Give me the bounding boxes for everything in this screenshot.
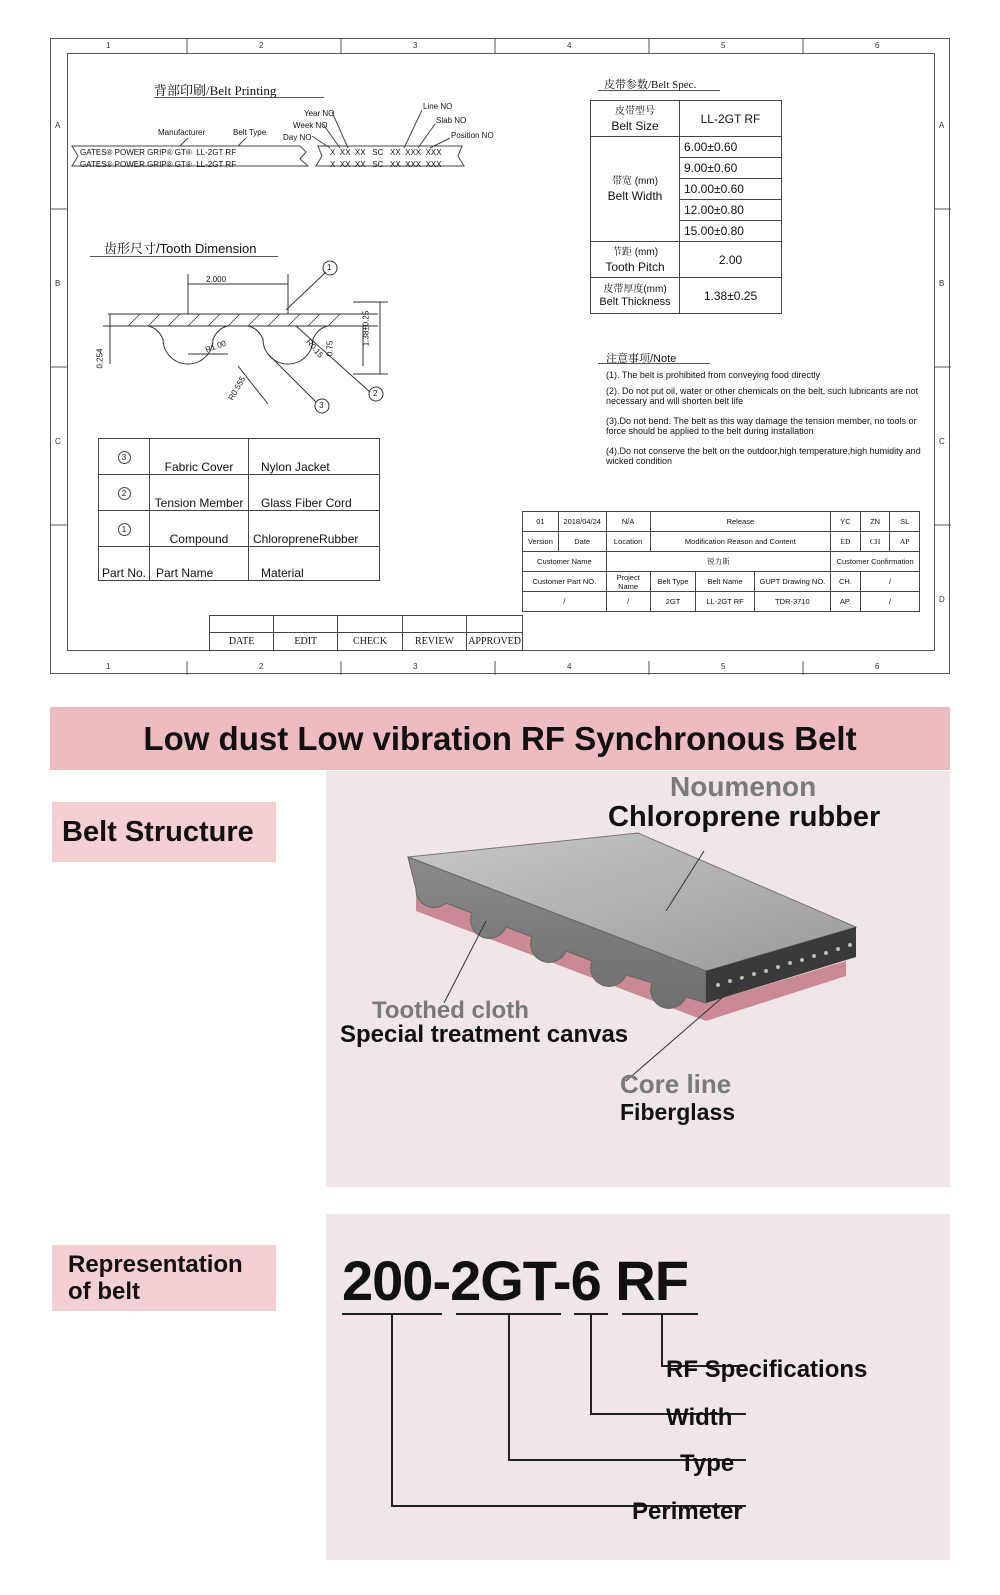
- position-label: Position NO: [451, 131, 494, 140]
- rep-width: Width: [666, 1404, 733, 1431]
- belt-spec-table: [590, 100, 782, 314]
- tb-customer-name-label: Customer Name: [523, 552, 607, 572]
- belt-size-value: LL-2GT RF: [680, 101, 782, 137]
- tb-customer-part-label: Customer Part NO.: [523, 572, 607, 592]
- tb-belt-name-label: Belt Name: [696, 572, 754, 592]
- tb-sl: SL: [890, 512, 920, 532]
- zone-col-2: 2: [259, 41, 264, 50]
- material-header-material: Material: [249, 547, 380, 581]
- belt-size-label-cn: 皮带型号: [615, 105, 655, 117]
- drawing-frame: [67, 53, 935, 651]
- tb-version-label: Version: [523, 532, 559, 552]
- core-line-sub: Fiberglass: [620, 1099, 736, 1125]
- material-row-1-material: ChloropreneRubber: [249, 511, 380, 547]
- rep-perimeter: Perimeter: [632, 1498, 743, 1525]
- sign-date: DATE: [210, 633, 274, 651]
- zone-col-1-bottom: 1: [106, 662, 111, 671]
- tooth-pitch-header: [591, 242, 680, 278]
- title-block: [522, 511, 920, 612]
- belt-structure-label: Belt Structure: [52, 802, 276, 862]
- materials-table: [98, 438, 380, 581]
- zone-col-4-bottom: 4: [567, 662, 572, 671]
- belt-structure-panel: [326, 771, 950, 1187]
- tooth-profile-diagram: [88, 254, 408, 414]
- manufacturer-label: Manufacturer: [158, 128, 206, 137]
- notes-title-rule: [598, 363, 710, 364]
- dim-r3: R0.15: [304, 337, 325, 360]
- belt-width-label-cn: 带宽 (mm): [611, 176, 659, 187]
- representation-label: [52, 1245, 276, 1311]
- zone-row-d-right: D: [939, 595, 945, 604]
- noumenon-title: Noumenon: [670, 771, 817, 802]
- zone-col-1: 1: [106, 41, 111, 50]
- technical-drawing: [50, 38, 950, 674]
- code-rf: RF: [615, 1249, 688, 1312]
- dim-d: 0.254: [95, 348, 105, 369]
- callout-2: 2: [373, 389, 378, 398]
- sign-edit: EDIT: [274, 633, 338, 651]
- belt-width-value-2: 9.00±0.60: [680, 158, 782, 179]
- representation-label-line-1: Representation: [68, 1251, 243, 1278]
- tb-belt-type-label: Belt Type: [650, 572, 696, 592]
- belt-printing-strip: [68, 94, 488, 194]
- note-1: (1). The belt is prohibited from conveying food directly: [606, 370, 820, 380]
- noumenon-sub: Chloroprene rubber: [608, 801, 881, 833]
- tb-ap-label: AP.: [831, 592, 861, 612]
- tb-ch-label: CH.: [831, 572, 861, 592]
- dim-r1: R1.00: [204, 338, 228, 355]
- zone-row-b: B: [55, 279, 61, 288]
- belt-type-label: Belt Type: [233, 128, 267, 137]
- thickness-value: 1.38±0.25: [680, 278, 782, 314]
- tb-belt-name-value: LL-2GT RF: [696, 592, 754, 612]
- belt-width-header: [591, 137, 680, 242]
- code-width: 6: [570, 1249, 601, 1312]
- zone-col-2-bottom: 2: [259, 662, 264, 671]
- tb-ap-value: /: [860, 592, 919, 612]
- belt-print-line-2: GATES® POWER GRIP® GT® LL-2GT RF: [80, 160, 237, 169]
- banner-title: Low dust Low vibration RF Synchronous Belt: [143, 720, 857, 757]
- tb-customer-name-value: 锐力斯: [606, 552, 831, 572]
- tb-date-label: Date: [558, 532, 606, 552]
- belt-print-code-2: X XX XX SC XX XXX XXX: [330, 160, 442, 169]
- zone-row-a-right: A: [939, 121, 945, 130]
- tb-yc: YC: [831, 512, 861, 532]
- material-row-2-part: Tension Member: [150, 475, 249, 511]
- tooth-dimension-title: 齿形尺寸/Tooth Dimension: [104, 241, 257, 256]
- day-label: Day NO: [283, 133, 312, 142]
- dim-h2: 1.38±0.25: [361, 310, 371, 347]
- code-dash-2: -: [552, 1249, 571, 1312]
- tb-customer-confirmation: Customer Confirmation: [831, 552, 920, 572]
- thickness-label-cn: 皮带厚度(mm): [603, 283, 667, 295]
- callout-3: 3: [319, 401, 324, 410]
- tooth-pitch-label: Tooth Pitch: [605, 259, 665, 274]
- material-row-2-no: 2: [99, 475, 150, 511]
- tooth-pitch-value: 2.00: [680, 242, 782, 278]
- zone-col-6: 6: [875, 41, 880, 50]
- zone-col-4: 4: [567, 41, 572, 50]
- zone-col-3: 3: [413, 41, 418, 50]
- tb-project-name-label: Project Name: [606, 572, 650, 592]
- tb-belt-type-value: 2GT: [650, 592, 696, 612]
- belt-spec-title: 皮带参数/Belt Spec.: [604, 79, 697, 91]
- material-row-3-part: Fabric Cover: [150, 439, 249, 475]
- material-row-1-no: 1: [99, 511, 150, 547]
- zone-col-5: 5: [721, 41, 726, 50]
- representation-label-line-2: of belt: [68, 1278, 140, 1305]
- tb-ch-value: /: [860, 572, 919, 592]
- tb-date-value: 2018/04/24: [558, 512, 606, 532]
- material-header-part: Part Name: [150, 547, 249, 581]
- material-header-no: Part No.: [99, 547, 150, 581]
- note-4: (4).Do not conserve the belt on the outdoor,high temperature,high humidity and wicked condition: [606, 446, 921, 466]
- note-3: (3).Do not bend. The belt as this way damage the tension member, no tools or force should be applied to the belt during installation: [606, 416, 917, 436]
- belt-print-line-1: GATES® POWER GRIP® GT® LL-2GT RF: [80, 148, 237, 157]
- zone-col-3-bottom: 3: [413, 662, 418, 671]
- tb-ed: ED: [831, 532, 861, 552]
- material-row-3-no: 3: [99, 439, 150, 475]
- sign-off-table: [209, 615, 523, 651]
- zone-row-c-right: C: [939, 437, 945, 446]
- rep-type: Type: [680, 1450, 735, 1477]
- code-dash-1: -: [432, 1249, 451, 1312]
- belt-spec-title-rule: [598, 90, 720, 91]
- tb-customer-part-value: /: [523, 592, 607, 612]
- dim-pitch: 2.000: [206, 275, 227, 284]
- material-row-2-material: Glass Fiber Cord: [249, 475, 380, 511]
- thickness-label: Belt Thickness: [599, 295, 671, 308]
- tb-project-name-value: /: [606, 592, 650, 612]
- tb-ap: AP: [890, 532, 920, 552]
- title-banner: [50, 707, 950, 770]
- callout-1: 1: [327, 263, 332, 272]
- toothed-cloth-title: Toothed cloth: [372, 997, 529, 1024]
- belt-size-label: Belt Size: [611, 118, 659, 133]
- tb-drawing-no-label: GUPT Drawing NO.: [754, 572, 831, 592]
- line-label: Line NO: [423, 102, 453, 111]
- code-perimeter: 200: [342, 1249, 433, 1312]
- thickness-header: [591, 278, 680, 314]
- rep-rf-specifications: RF Specifications: [666, 1356, 868, 1383]
- code-type: 2GT: [450, 1249, 553, 1312]
- belt-printing-title: 背部印刷/Belt Printing: [154, 83, 277, 98]
- sign-check: CHECK: [338, 633, 402, 651]
- year-label: Year NO: [304, 109, 335, 118]
- belt-width-value-5: 15.00±0.80: [680, 221, 782, 242]
- tb-zn: ZN: [860, 512, 890, 532]
- belt-width-value-1: 6.00±0.60: [680, 137, 782, 158]
- notes-title: 注意事项/Note: [606, 353, 677, 365]
- representation-panel: [326, 1214, 950, 1560]
- week-label: Week NO: [293, 121, 328, 130]
- core-line-title: Core line: [620, 1069, 732, 1099]
- belt-width-label: Belt Width: [607, 189, 663, 203]
- zone-row-a: A: [55, 121, 61, 130]
- sign-approved: APPROVED: [467, 633, 523, 651]
- material-row-3-material: Nylon Jacket: [249, 439, 380, 475]
- zone-col-6-bottom: 6: [875, 662, 880, 671]
- belt-width-value-4: 12.00±0.80: [680, 200, 782, 221]
- tb-location-value: N/A: [606, 512, 650, 532]
- tb-release: Release: [650, 512, 831, 532]
- slab-label: Slab NO: [436, 116, 467, 125]
- material-row-1-part: Compound: [150, 511, 249, 547]
- sign-review: REVIEW: [402, 633, 467, 651]
- belt-size-header: [591, 101, 680, 137]
- tb-modification-label: Modification Reason and Content: [650, 532, 831, 552]
- tb-drawing-no-value: TDR-3710: [754, 592, 831, 612]
- tb-version-no: 01: [523, 512, 559, 532]
- zone-row-c: C: [55, 437, 61, 446]
- zone-col-5-bottom: 5: [721, 662, 726, 671]
- note-2: (2). Do not put oil, water or other chemicals on the belt, such lubricants are not necessary and will shorten belt life: [606, 386, 919, 406]
- toothed-cloth-sub: Special treatment canvas: [340, 1021, 629, 1048]
- tooth-pitch-label-cn: 节距 (mm): [611, 246, 659, 258]
- tb-ch: CH: [860, 532, 890, 552]
- belt-width-value-3: 10.00±0.60: [680, 179, 782, 200]
- zone-row-b-right: B: [939, 279, 945, 288]
- dim-r2: R0.555: [226, 375, 248, 402]
- dim-h1: 0.75: [325, 340, 335, 357]
- tb-location-label: Location: [606, 532, 650, 552]
- belt-print-code-1: X XX XX SC XX XXX XXX: [330, 148, 442, 157]
